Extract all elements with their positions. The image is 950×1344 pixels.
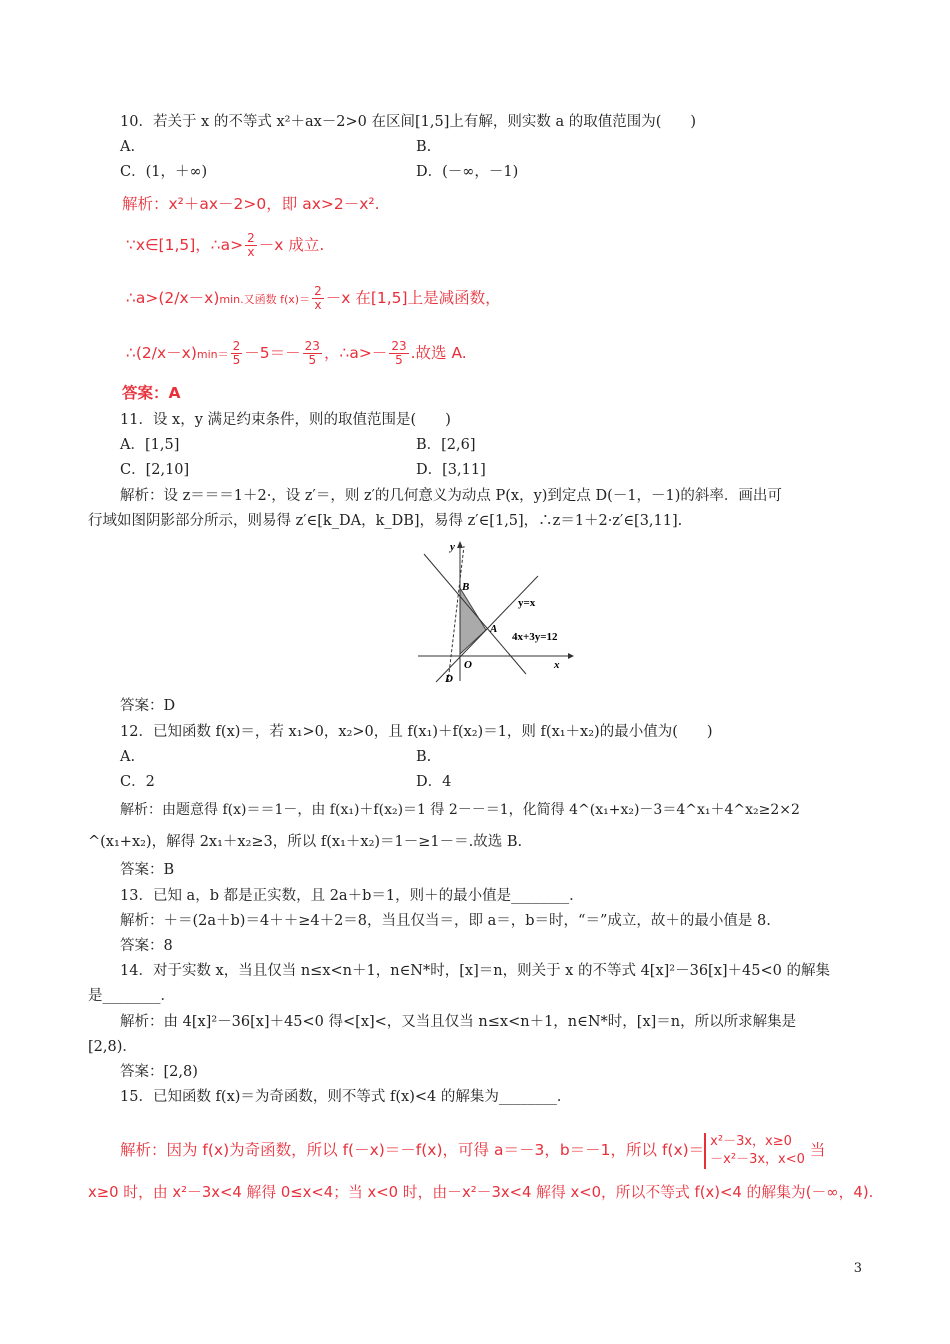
q14-answer: 答案：[2,8) [120,1064,198,1080]
line-y-equals-x [436,576,538,682]
q11-option-c: C．[2,10] [120,462,190,478]
q13-stem: 13．已知 a，b 都是正实数，且 2a＋b＝1，则＋的最小值是________． [120,888,584,904]
q15-stem: 15．已知函数 f(x)＝为奇函数，则不等式 f(x)<4 的解集为________． [120,1089,572,1105]
q10-solution-line2: ∵x∈[1,5]，∴a> $\frac{2}{x}$ －x 成立. [126,231,325,259]
q12-option-c: C．2 [120,774,155,790]
q14-solution-line2: [2,8)． [88,1039,137,1055]
q10-option-d: D．(－∞，－1) [416,164,519,180]
q10-answer: 答案：A [122,384,181,402]
label-line-y-equals-x: y=x [518,597,536,609]
label-o: O [464,659,472,671]
q14-solution-line1: 解析：由 4[x]²－36[x]＋45<0 得<[x]<，又当且仅当 n≤x<n＋1，n∈N*时，[x]＝n，所以所求解集是 [120,1014,797,1030]
q12-stem: 12．已知函数 f(x)＝，若 x₁>0，x₂>0，且 f(x₁)＋f(x₂)＝1，则 f(x₁＋x₂)的最小值为( ) [120,724,713,740]
q12-option-b: B. [416,749,432,765]
label-line-4x-3y-12: 4x+3y=12 [512,631,558,643]
q11-solution-line1: 解析：设 z＝＝＝1＋2·，设 z′＝，则 z′的几何意义为动点 P(x，y)到定点 D(－1，－1)的斜率．画出可 [120,488,782,504]
q12-solution-line2: ^(x₁+x₂)，解得 2x₁＋x₂≥3，所以 f(x₁＋x₂)＝1－≥1－＝.故选 B. [88,834,523,850]
label-x: x [554,659,560,671]
q14-stem-line2: 是________． [88,988,175,1004]
q14-stem-line1: 14．对于实数 x，当且仅当 n≤x<n＋1，n∈N*时，[x]＝n，则关于 x 的不等式 4[x]²－36[x]＋45<0 的解集 [120,963,830,979]
q11-option-b: B．[2,6] [416,437,476,453]
q11-option-a: A．[1,5] [120,437,180,453]
q10-solution-line4: ∴(2/x－x)min＝ $\frac{2}{5}$ －5＝－ $\frac{23}{5}$ ，∴a>－ $\frac{23}{5}$ .故选 A. [126,339,467,367]
x-axis-arrow [568,653,574,659]
q12-answer: 答案：B [120,862,175,878]
q10-option-b: B. [416,139,432,155]
q10-solution-line3: ∴a>(2/x－x)min.又函数 f(x)＝ $\frac{2}{x}$ －x 在[1,5]上是减函数， [126,284,501,312]
q13-answer: 答案：8 [120,938,173,954]
q11-solution-line2: 行域如图阴影部分所示，则易得 z′∈[k_DA，k_DB]，易得 z′∈[1,5]，∴z＝1＋2·z′∈[3,11]. [88,513,683,529]
label-b: B [462,581,470,593]
q10-solution-line1: 解析：x²＋ax－2>0，即 ax>2－x². [122,195,380,213]
y-axis-arrow [457,541,463,548]
label-a: A [490,623,498,635]
q12-option-a: A. [120,749,136,765]
q10-option-c: C．(1，＋∞) [120,164,208,180]
q10-stem: 10．若关于 x 的不等式 x²＋ax－2>0 在区间[1,5]上有解，则实数 a 的取值范围为( ) [120,114,697,130]
q11-answer: 答案：D [120,698,176,714]
feasible-region-figure [418,536,578,686]
label-d: D [445,673,453,685]
q13-solution: 解析：＋＝(2a＋b)＝4＋＋≥4＋2＝8，当且仅当＝，即 a＝，b＝时，“＝”成立，故＋的最小值是 8. [120,913,771,929]
label-y: y [450,541,455,553]
q11-option-d: D．[3,11] [416,462,486,478]
q11-stem: 11．设 x，y 满足约束条件，则的取值范围是( ) [120,412,451,428]
q15-solution-line2: x≥0 时，由 x²－3x<4 解得 0≤x<4；当 x<0 时，由－x²－3x<4 解得 x<0，所以不等式 f(x)<4 的解集为(－∞，4). [88,1184,874,1201]
page-number: 3 [853,1261,862,1276]
q12-option-d: D．4 [416,774,452,790]
q10-option-a: A. [120,139,136,155]
q12-solution-line1: 解析：由题意得 f(x)＝＝1－，由 f(x₁)＋f(x₂)＝1 得 2－－＝1，化简得 4^(x₁+x₂)－3＝4^x₁＋4^x₂≥2×2 [120,802,800,818]
q15-solution-line1: 解析：因为 f(x)为奇函数，所以 f(－x)＝－f(x)，可得 a＝－3，b＝－1，所以 f(x)＝ x²－3x，x≥0 －x²－3x，x<0 当 [120,1133,826,1167]
